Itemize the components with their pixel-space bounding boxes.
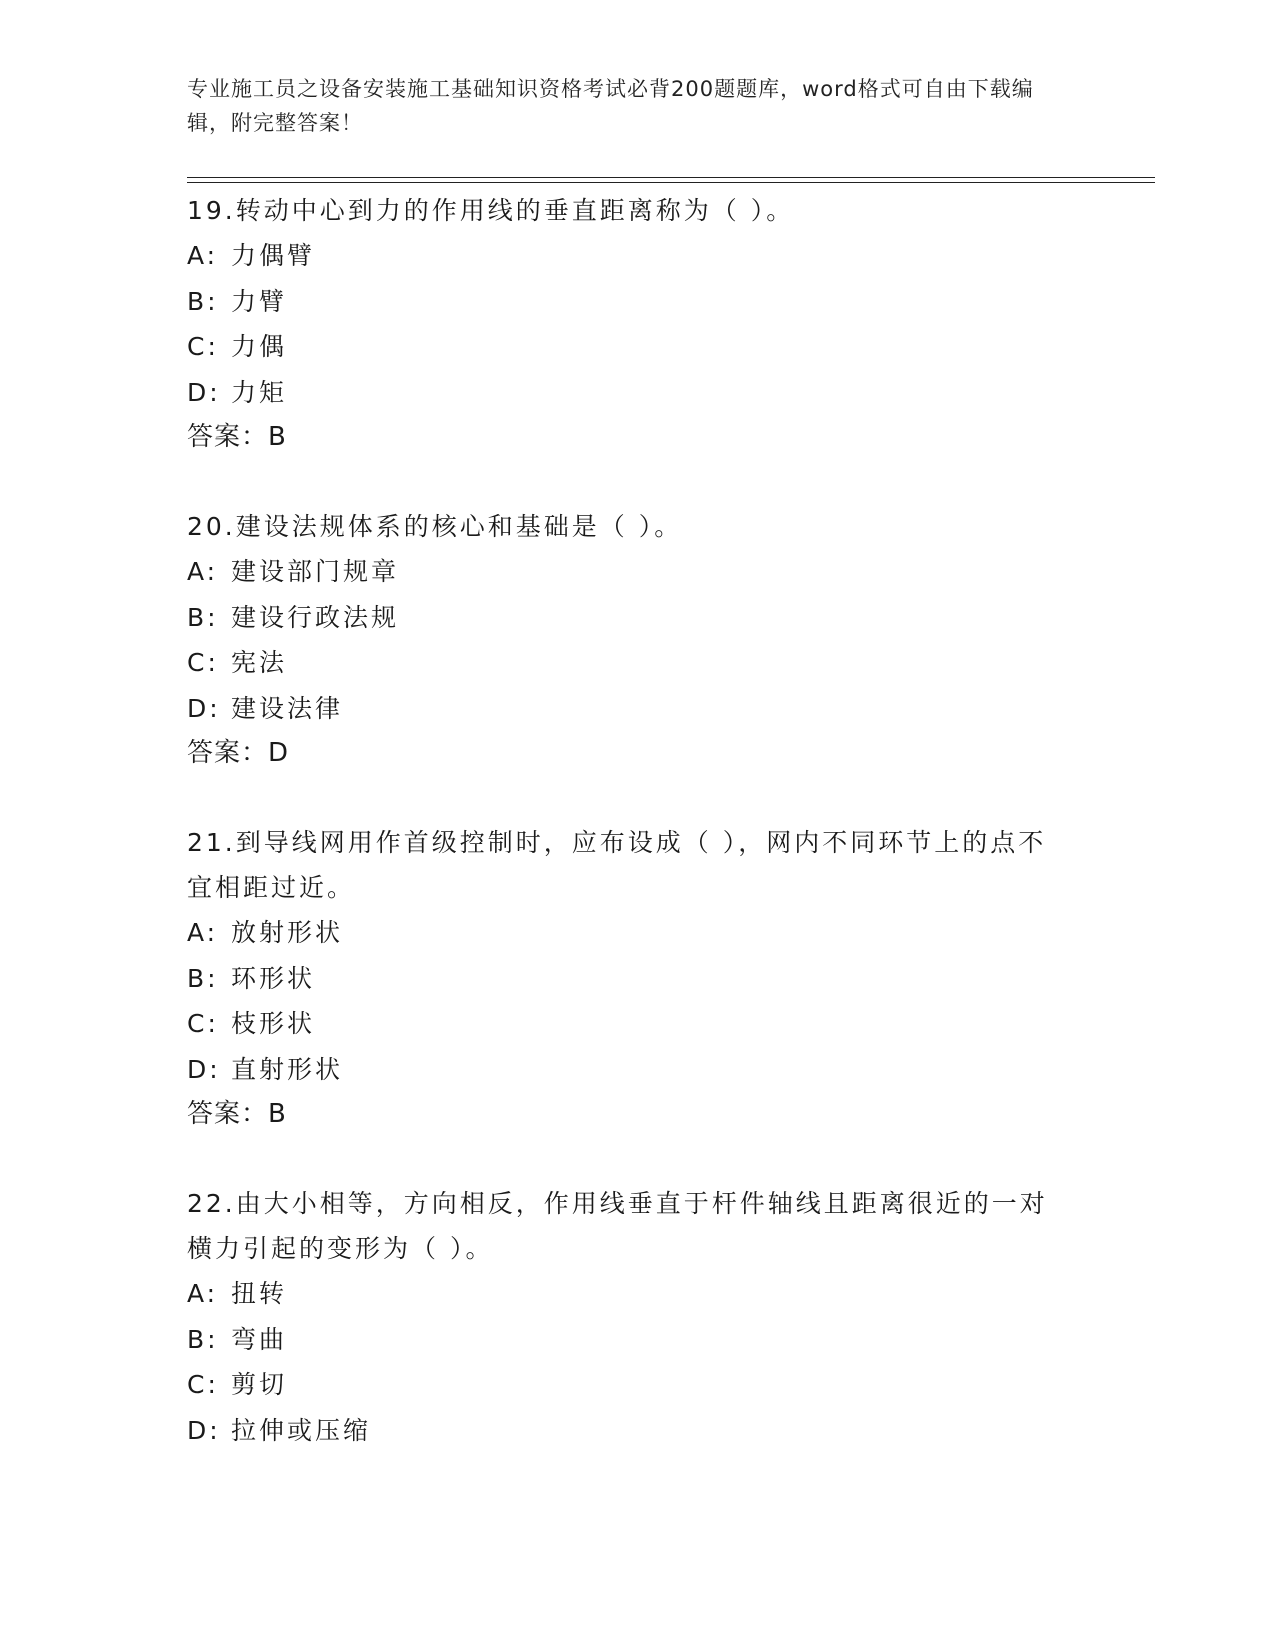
- option-text: 建设行政法规: [231, 602, 400, 632]
- option-letter: C:: [187, 1370, 219, 1399]
- answer-line: 答案：D: [187, 738, 290, 768]
- option-letter: D:: [187, 1054, 221, 1084]
- question-19: [187, 188, 1087, 460]
- option-text: 建设部门规章: [231, 557, 400, 586]
- option-b: [187, 595, 1087, 641]
- document-header: 专业施工员之设备安装施工基础知识资格考试必背200题题库，word格式可自由下载编辑，附完整答案！: [187, 77, 1034, 135]
- option-letter: D:: [187, 693, 221, 723]
- header-rule-bottom: [187, 182, 1155, 183]
- option-letter: D:: [187, 377, 221, 407]
- option-d: [187, 1408, 1087, 1454]
- option-a: [187, 1271, 1087, 1317]
- option-letter: C:: [187, 332, 219, 361]
- option-text: 力矩: [231, 377, 288, 407]
- option-c: [187, 640, 1087, 686]
- option-c: [187, 1362, 1087, 1408]
- question-21: [187, 820, 1087, 1137]
- question-stem: 20.建设法规体系的核心和基础是（ ）。: [187, 512, 683, 541]
- question-stem: 22.由大小相等，方向相反，作用线垂直于杆件轴线且距离很近的一对横力引起的变形为（ ）。: [187, 1189, 1048, 1263]
- option-d: [187, 370, 1087, 416]
- answer-line: 答案：B: [187, 422, 287, 452]
- question-20: [187, 504, 1087, 776]
- option-a: [187, 233, 1087, 279]
- option-d: [187, 686, 1087, 732]
- option-text: 直射形状: [231, 1054, 344, 1084]
- option-letter: A:: [187, 557, 219, 586]
- option-letter: D:: [187, 1415, 221, 1445]
- question-22: [187, 1181, 1087, 1453]
- option-text: 宪法: [231, 648, 288, 677]
- option-letter: B:: [187, 963, 219, 993]
- question-stem: 21.到导线网用作首级控制时，应布设成（ ），网内不同环节上的点不宜相距过近。: [187, 828, 1047, 902]
- option-letter: C:: [187, 1009, 219, 1038]
- option-text: 力偶臂: [231, 241, 316, 270]
- option-text: 建设法律: [231, 693, 344, 723]
- option-a: [187, 910, 1087, 956]
- option-letter: C:: [187, 648, 219, 677]
- option-text: 弯曲: [231, 1324, 288, 1354]
- option-letter: A:: [187, 1279, 219, 1308]
- option-b: [187, 279, 1087, 325]
- option-text: 力臂: [231, 286, 288, 316]
- option-text: 放射形状: [231, 918, 344, 947]
- question-list: [187, 188, 1087, 1497]
- answer-line: 答案：B: [187, 1099, 287, 1129]
- option-text: 拉伸或压缩: [231, 1415, 372, 1445]
- option-letter: B:: [187, 286, 219, 316]
- option-letter: B:: [187, 602, 219, 632]
- option-letter: A:: [187, 918, 219, 947]
- option-letter: B:: [187, 1324, 219, 1354]
- option-a: [187, 549, 1087, 595]
- option-text: 枝形状: [231, 1009, 316, 1038]
- header-rule-top: [187, 177, 1155, 178]
- option-d: [187, 1047, 1087, 1093]
- option-text: 剪切: [231, 1370, 288, 1399]
- option-c: [187, 324, 1087, 370]
- option-text: 环形状: [231, 963, 316, 993]
- option-text: 扭转: [231, 1279, 288, 1308]
- option-b: [187, 1317, 1087, 1363]
- question-stem: 19.转动中心到力的作用线的垂直距离称为（ ）。: [187, 196, 795, 225]
- option-c: [187, 1001, 1087, 1047]
- option-letter: A:: [187, 241, 219, 270]
- option-b: [187, 956, 1087, 1002]
- option-text: 力偶: [231, 332, 288, 361]
